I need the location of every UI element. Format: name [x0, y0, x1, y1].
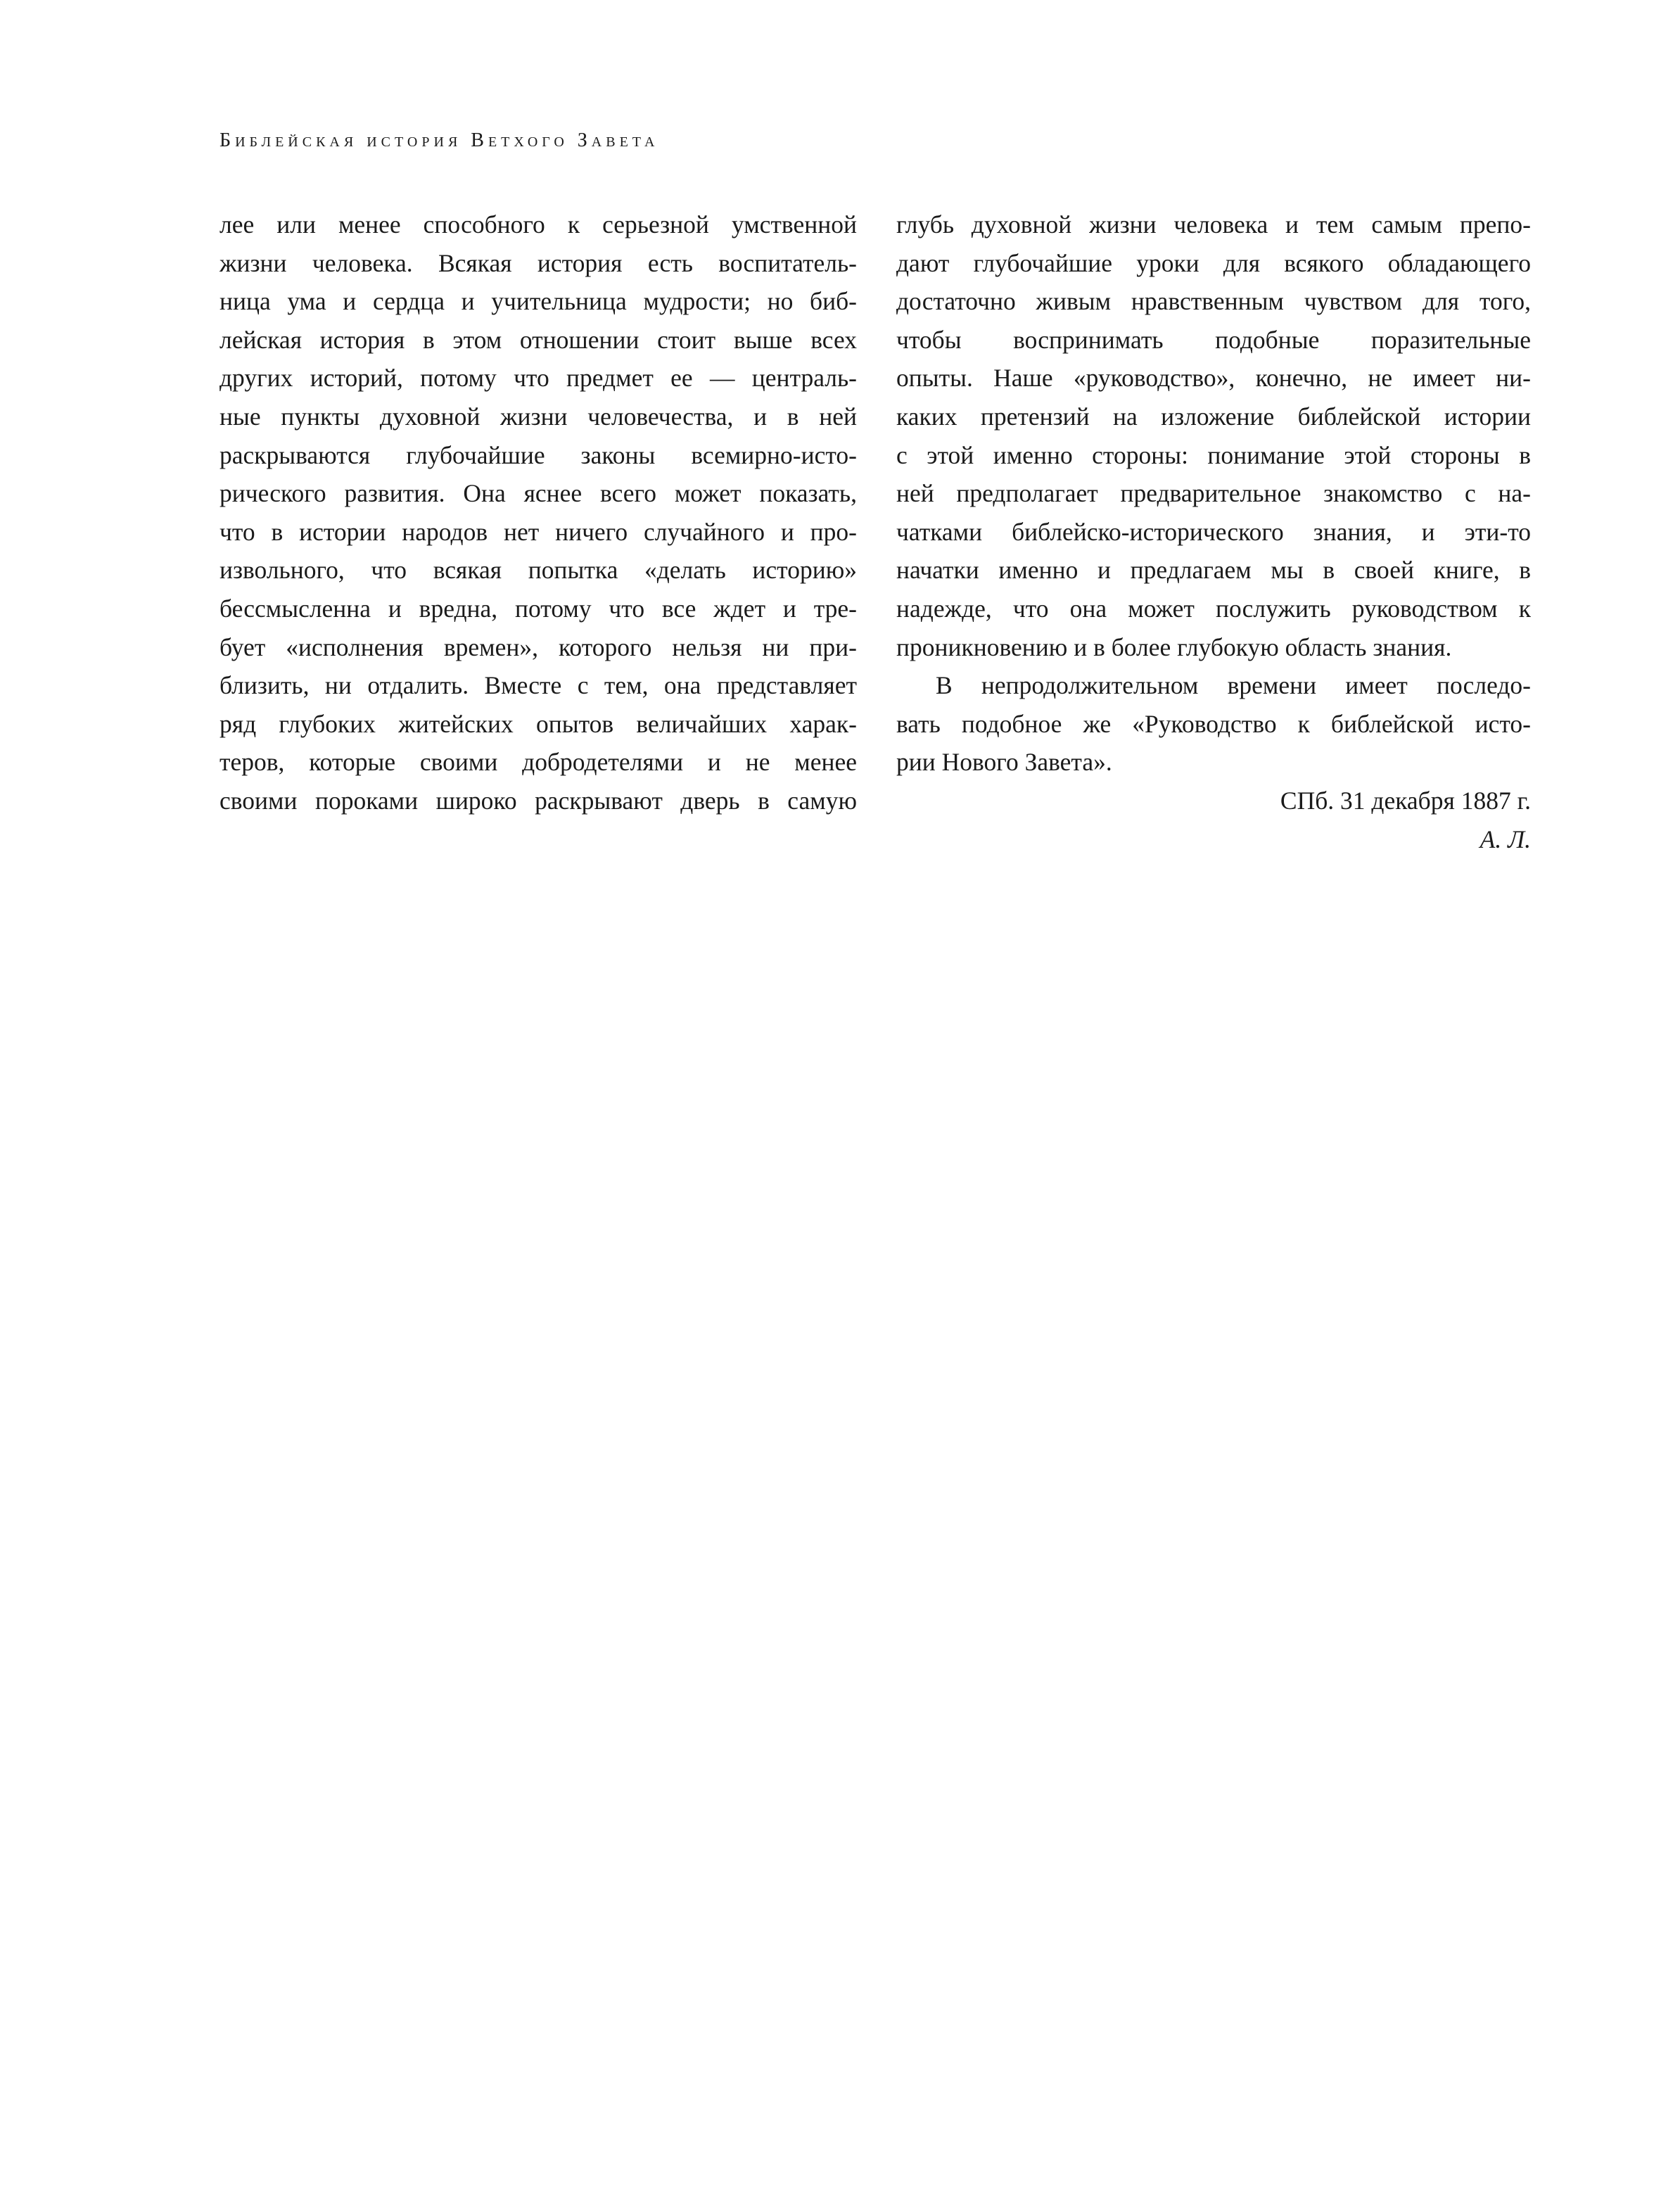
text-line: В непродолжительном времени имеет последо-: [936, 671, 1531, 700]
text-line: лейская история в этом отношении стоит выше всех: [219, 325, 857, 354]
date-line: СПб. 31 декабря 1887 г.: [1280, 786, 1531, 815]
left-column: [219, 205, 857, 820]
text-line: проникновению и в более глубокую область знания.: [896, 632, 1452, 661]
text-line: дают глубочайшие уроки для всякого обладающего: [896, 248, 1531, 277]
text-line: чатками библейско-исторического знания, и эти-то: [896, 517, 1531, 546]
text-line: начатки именно и предлагаем мы в своей книге, в: [896, 556, 1531, 585]
text-line: глубь духовной жизни человека и тем самым препо-: [896, 210, 1531, 238]
paragraph: [896, 205, 1531, 666]
text-line: теров, которые своими добродетелями и не менее: [219, 748, 857, 777]
text-line: надежде, что она может послужить руководством к: [896, 594, 1531, 623]
text-line: извольного, что всякая попытка «делать историю»: [219, 556, 857, 585]
text-line: ница ума и сердца и учительница мудрости; но биб-: [219, 287, 857, 316]
text-line: рического развития. Она яснее всего может показать,: [219, 479, 857, 508]
text-line: жизни человека. Всякая история есть воспитатель-: [219, 248, 857, 277]
text-line: каких претензий на изложение библейской истории: [896, 402, 1531, 431]
text-line: бессмысленна и вредна, потому что все ждет и тре-: [219, 594, 857, 623]
text-line: с этой именно стороны: понимание этой стороны в: [896, 440, 1531, 469]
text-line: что в истории народов нет ничего случайного и про-: [219, 517, 857, 546]
text-line: лее или менее способного к серьезной умственной: [219, 210, 857, 238]
text-line: ней предполагает предварительное знакомство с на-: [896, 479, 1531, 508]
text-line: бует «исполнения времен», которого нельзя ни при-: [219, 632, 857, 661]
text-line: опыты. Наше «руководство», конечно, не имеет ни-: [896, 364, 1531, 393]
text-line: чтобы воспринимать подобные поразительные: [896, 325, 1531, 354]
text-line: других историй, потому что предмет ее — централь-: [219, 364, 857, 393]
paragraph: [896, 666, 1531, 782]
text-line: ряд глубоких житейских опытов величайших харак-: [219, 709, 857, 738]
text-line: вать подобное же «Руководство к библейской исто-: [896, 709, 1531, 738]
text-line: своими пороками широко раскрывают дверь в самую: [219, 786, 857, 815]
text-line: рии Нового Завета».: [896, 748, 1112, 777]
text-line: раскрываются глубочайшие законы всемирно-исто-: [219, 440, 857, 469]
text-line: близить, ни отдалить. Вместе с тем, она представляет: [219, 671, 857, 700]
right-column: [896, 205, 1531, 858]
text-line: достаточно живым нравственным чувством для того,: [896, 287, 1531, 316]
running-head: Библейская история Ветхого Завета: [219, 129, 659, 151]
text-line: ные пункты духовной жизни человечества, и в ней: [219, 402, 857, 431]
author-initials: А. Л.: [1479, 825, 1531, 853]
